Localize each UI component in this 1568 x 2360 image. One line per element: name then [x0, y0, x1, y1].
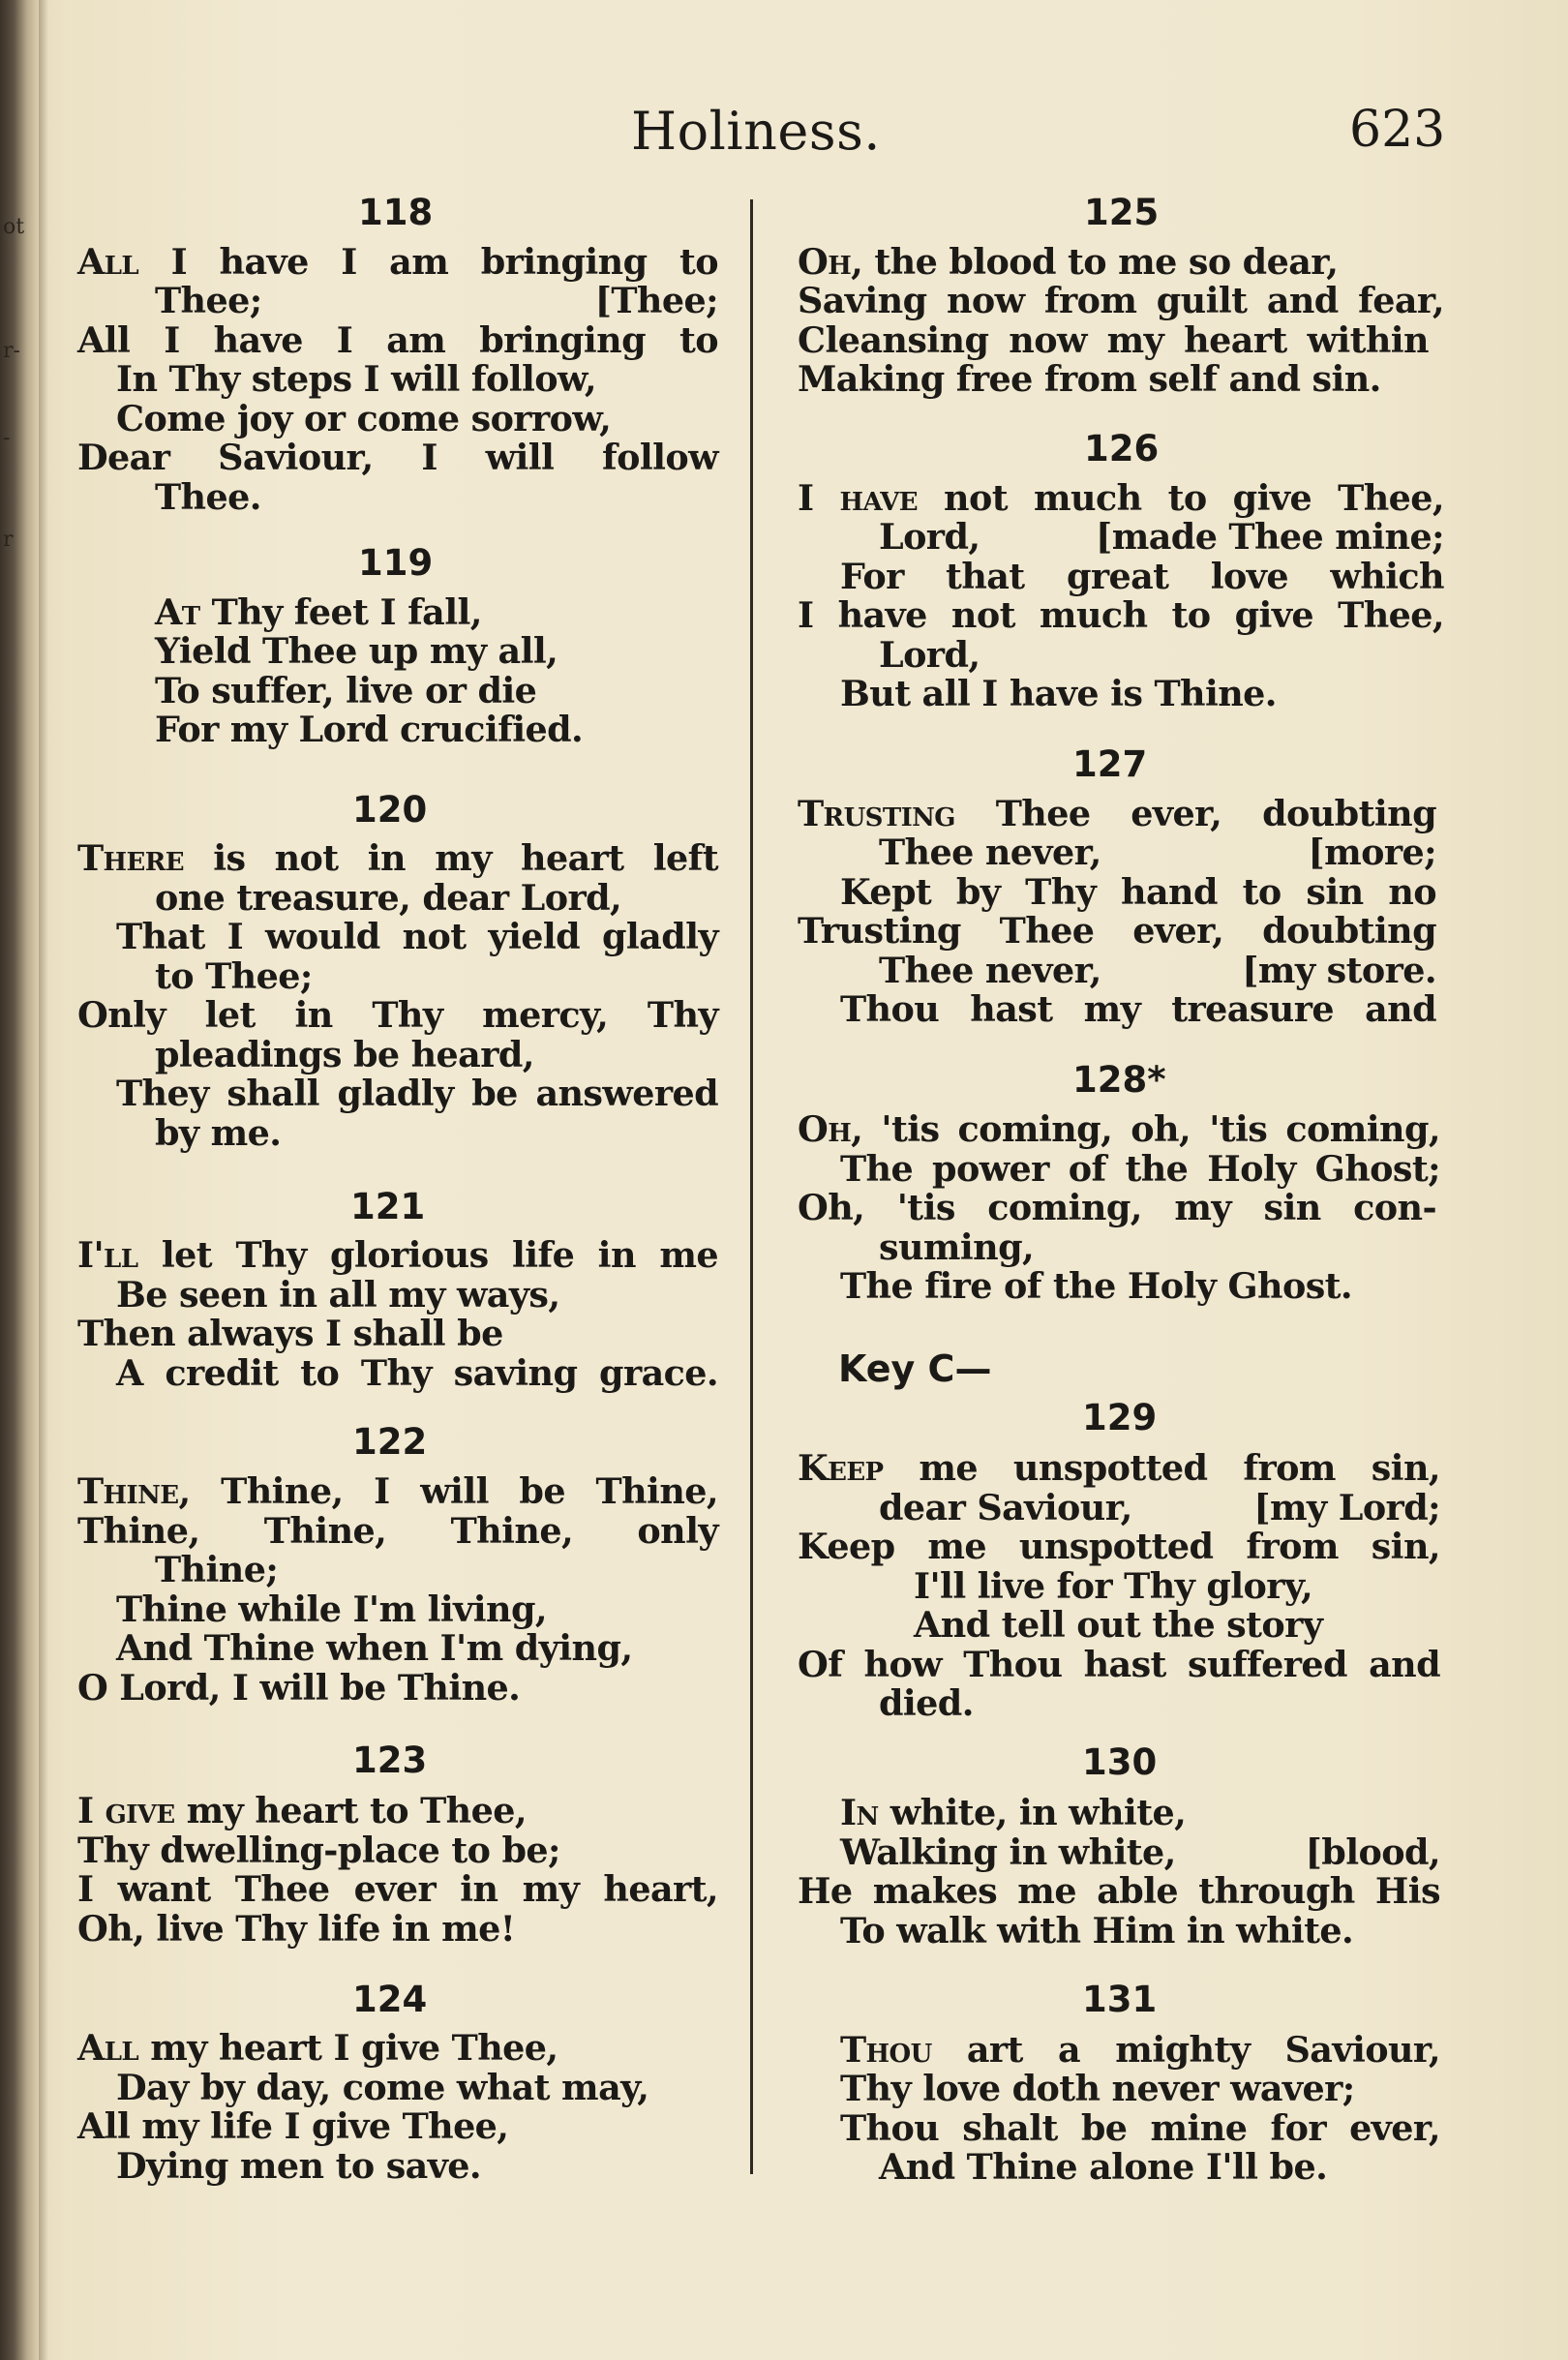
verse-line: to Thee;	[155, 955, 313, 997]
verse-line	[77, 1791, 527, 1831]
verse-line: And Thine when I'm dying,	[116, 1627, 633, 1669]
verse-line	[155, 592, 482, 632]
verse-line: Day by day, come what may,	[116, 2067, 649, 2108]
verse-line	[77, 1235, 718, 1275]
verse-lead-word: Trusting	[798, 793, 955, 834]
verse-line: Come joy or come sorrow,	[116, 398, 612, 439]
hymn-number: 122	[352, 1421, 428, 1463]
verse-line	[798, 242, 1338, 282]
hymn-number: 126	[1084, 428, 1160, 469]
verse-line: Of how Thou hast suffered and	[798, 1644, 1440, 1685]
hymn-number: 123	[352, 1740, 428, 1781]
verse-line: He makes me able through His	[798, 1870, 1440, 1912]
verse-lead-word: Oh	[798, 1108, 852, 1150]
verse-line: In Thy steps I will follow,	[116, 358, 596, 400]
verse-line: Thee never,	[879, 832, 1101, 873]
verse-line: by me.	[155, 1112, 282, 1154]
verse-line-rest: Thee ever, doubting	[954, 793, 1436, 834]
verse-line: Oh, 'tis coming, my sin con-	[798, 1187, 1436, 1228]
verse-lead-word: There	[77, 837, 184, 879]
verse-line-bracket: [my store.	[1242, 950, 1436, 991]
verse-line: Then always I shall be	[77, 1313, 503, 1354]
verse-lead-word: Oh	[798, 241, 852, 283]
column-divider	[750, 199, 753, 2174]
verse-line: Thy love doth never waver;	[840, 2068, 1355, 2109]
verse-line: For my Lord crucified.	[155, 709, 584, 750]
verse-line-rest: me unspotted from sin,	[883, 1447, 1440, 1489]
verse-lead-word: At	[155, 591, 200, 633]
verse-line	[798, 794, 1436, 833]
verse-line: Keep me unspotted from sin,	[798, 1526, 1440, 1567]
hymn-number: 130	[1082, 1741, 1158, 1783]
verse-line: I want Thee ever in my heart,	[77, 1868, 718, 1910]
verse-lead-word: I have	[798, 477, 918, 519]
verse-line: All my life I give Thee,	[77, 2105, 509, 2147]
verse-line: suming,	[879, 1226, 1035, 1268]
verse-line: Oh, live Thy life in me!	[77, 1908, 516, 1950]
verse-line: Kept by Thy hand to sin no	[840, 871, 1436, 913]
verse-line: Thine;	[155, 1549, 279, 1590]
spine-fragment: ot	[3, 215, 25, 239]
verse-line-rest: is not in my heart left	[183, 837, 718, 879]
verse-line: Thine, Thine, Thine, only	[77, 1510, 718, 1552]
verse-line-bracket: [made Thee mine;	[1096, 516, 1444, 558]
verse-line: Thine while I'm living,	[116, 1588, 547, 1630]
verse-line-rest: my heart to Thee,	[174, 1790, 527, 1831]
verse-line	[77, 1471, 718, 1511]
verse-line	[77, 2028, 558, 2068]
verse-line-rest: , Thine, I will be Thine,	[178, 1470, 718, 1512]
verse-lead-word: I give	[77, 1790, 175, 1831]
verse-line: Saving now from guilt and fear,	[798, 280, 1444, 321]
verse-line: To suffer, live or die	[155, 670, 537, 711]
verse-line: Thee never,	[879, 950, 1101, 991]
verse-line-rest: , 'tis coming, oh, 'tis coming,	[851, 1108, 1440, 1150]
verse-lead-word: I'll	[77, 1234, 138, 1276]
verse-line: dear Saviour,	[879, 1487, 1132, 1528]
verse-line: Only let in Thy mercy, Thy	[77, 994, 718, 1036]
verse-line: I have not much to give Thee,	[798, 594, 1444, 636]
verse-line: Walking in white,	[840, 1831, 1176, 1873]
verse-line	[77, 242, 718, 282]
verse-line	[77, 838, 718, 878]
verse-lead-word: All	[77, 2027, 139, 2069]
verse-line-rest: Thy feet I fall,	[199, 591, 482, 633]
verse-lead-word: All	[77, 241, 139, 283]
verse-line: pleadings be heard,	[155, 1034, 534, 1075]
verse-line: A credit to Thy saving grace.	[116, 1352, 718, 1394]
binding-shadow	[39, 0, 48, 2360]
verse-line-bracket: [blood,	[1305, 1831, 1440, 1873]
verse-line: For that great love which	[840, 556, 1444, 597]
hymn-number: 131	[1082, 1979, 1158, 2020]
key-label: Key C—	[838, 1347, 992, 1390]
verse-line	[798, 1448, 1440, 1488]
hymn-number: 118	[358, 192, 434, 233]
verse-line: All I have I am bringing to	[77, 319, 718, 361]
verse-line: Trusting Thee ever, doubting	[798, 910, 1436, 952]
verse-line	[798, 1109, 1440, 1149]
hymn-number: 120	[352, 789, 428, 831]
verse-line: Be seen in all my ways,	[116, 1274, 560, 1316]
verse-line: Thou shalt be mine for ever,	[840, 2107, 1440, 2149]
verse-line: To walk with Him in white.	[840, 1910, 1354, 1952]
verse-line	[840, 1793, 1186, 1832]
spine-fragment: r-	[3, 339, 20, 363]
verse-line: Thee;	[155, 280, 262, 321]
verse-line: They shall gladly be answered	[116, 1073, 718, 1114]
verse-line: Thou hast my treasure and	[840, 988, 1436, 1030]
hymn-number: 128*	[1072, 1059, 1166, 1101]
verse-line: The fire of the Holy Ghost.	[840, 1265, 1353, 1307]
verse-line-rest: let Thy glorious life in me	[137, 1234, 718, 1276]
verse-lead-word: Thou	[840, 2029, 932, 2071]
verse-lead-word: Thine	[77, 1470, 179, 1512]
verse-line	[840, 2030, 1440, 2070]
verse-line: died.	[879, 1682, 974, 1724]
verse-line: Making free from self and sin.	[798, 358, 1381, 400]
verse-line-rest: my heart I give Thee,	[138, 2027, 558, 2069]
hymn-number: 125	[1084, 192, 1160, 233]
page-number: 623	[1349, 101, 1446, 159]
hymn-number: 129	[1082, 1397, 1158, 1438]
verse-line-rest: I have I am bringing to	[138, 241, 718, 283]
verse-line: Dear Saviour, I will follow	[77, 437, 718, 478]
verse-line-rest: , the blood to me so dear,	[851, 241, 1339, 283]
verse-line: O Lord, I will be Thine.	[77, 1667, 521, 1709]
verse-line: And tell out the story	[914, 1604, 1323, 1646]
verse-line-rest: art a mighty Saviour,	[931, 2029, 1440, 2071]
verse-line: But all I have is Thine.	[840, 673, 1277, 714]
spine-fragment: r	[3, 528, 14, 552]
verse-line: That I would not yield gladly	[116, 916, 718, 957]
verse-line-rest: white, in white,	[878, 1792, 1187, 1833]
verse-line-bracket: [my Lord;	[1253, 1487, 1440, 1528]
verse-lead-word: In	[840, 1792, 879, 1833]
verse-line: And Thine alone I'll be.	[879, 2146, 1328, 2188]
hymn-number: 119	[358, 542, 434, 584]
verse-line-rest: not much to give Thee,	[917, 477, 1444, 519]
verse-line	[798, 478, 1444, 518]
hymn-number: 127	[1072, 743, 1148, 785]
verse-lead-word: Keep	[798, 1447, 884, 1489]
hymn-number: 121	[350, 1186, 426, 1227]
verse-line: Dying men to save.	[116, 2145, 482, 2187]
verse-line: Yield Thee up my all,	[155, 630, 558, 672]
verse-line-bracket: [more;	[1308, 832, 1436, 873]
verse-line: The power of the Holy Ghost;	[840, 1148, 1440, 1190]
spine-fragment: -	[3, 426, 11, 450]
page-title: Holiness.	[631, 101, 881, 162]
verse-line: Cleansing now my heart within	[798, 319, 1429, 361]
verse-line: Lord,	[879, 516, 980, 558]
verse-line: Thee.	[155, 476, 261, 518]
verse-line: Thy dwelling-place to be;	[77, 1830, 560, 1871]
verse-line: I'll live for Thy glory,	[914, 1565, 1313, 1607]
verse-line: one treasure, dear Lord,	[155, 877, 622, 919]
verse-line-bracket: [Thee;	[594, 280, 718, 321]
hymn-number: 124	[352, 1979, 428, 2020]
verse-line: Lord,	[879, 634, 980, 676]
